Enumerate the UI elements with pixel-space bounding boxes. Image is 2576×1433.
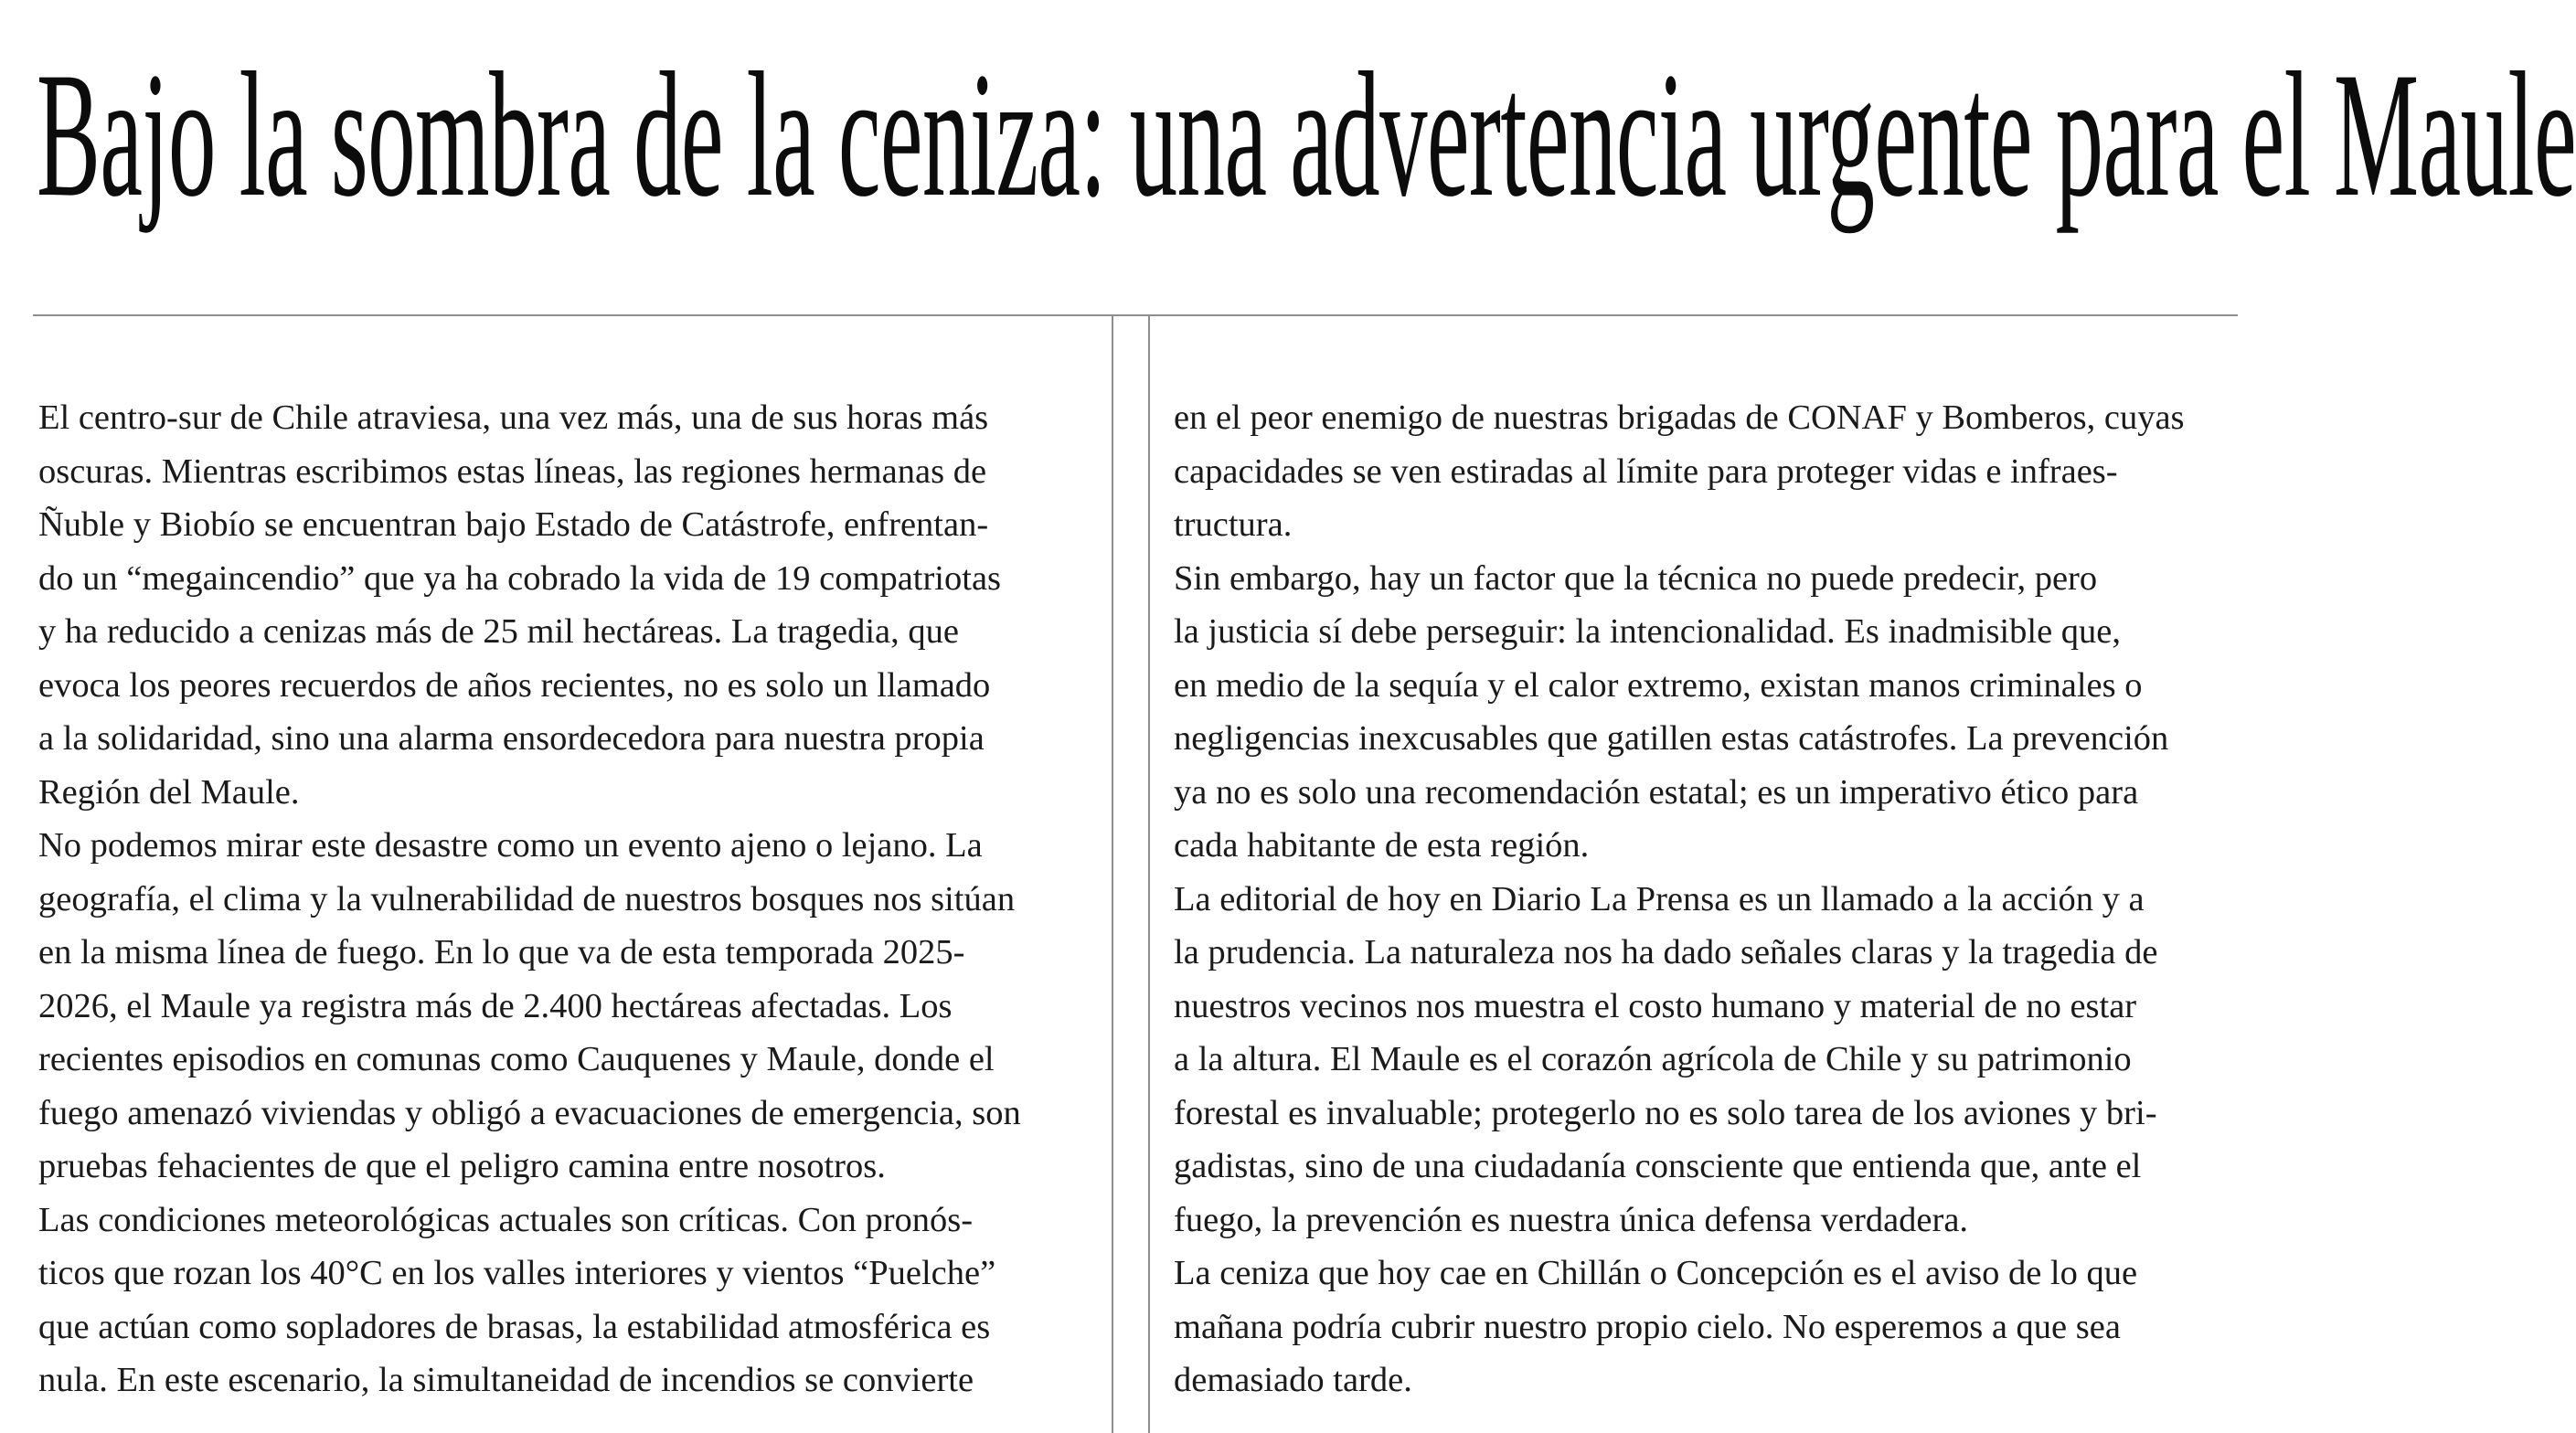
left-column bbox=[38, 391, 1099, 1407]
left-column-line: pruebas fehacientes de que el peligro camina entre nosotros. bbox=[38, 1147, 886, 1185]
right-column-line: la prudencia. La naturaleza nos ha dado señales claras y la tragedia de bbox=[1174, 933, 2158, 971]
left-column-line: Las condiciones meteorológicas actuales son críticas. Con pronós- bbox=[38, 1200, 974, 1239]
right-column-line: tructura. bbox=[1174, 505, 1293, 544]
right-column-line: Sin embargo, hay un factor que la técnica no puede predecir, pero bbox=[1174, 558, 2098, 598]
left-column-line: No podemos mirar este desastre como un evento ajeno o lejano. La bbox=[38, 826, 983, 865]
left-column-line: El centro-sur de Chile atraviesa, una vez más, una de sus horas más bbox=[38, 398, 989, 437]
right-column-line: cada habitante de esta región. bbox=[1174, 826, 1590, 865]
column-divider-left bbox=[1112, 315, 1113, 1433]
right-column-line: La editorial de hoy en Diario La Prensa es un llamado a la acción y a bbox=[1174, 879, 2145, 918]
right-column-line: demasiado tarde. bbox=[1174, 1361, 1412, 1399]
right-column-line: fuego, la prevención es nuestra única defensa verdadera. bbox=[1174, 1200, 1969, 1239]
left-column-line: Ñuble y Biobío se encuentran bajo Estado de Catástrofe, enfrentan- bbox=[38, 505, 989, 544]
left-column-line: geografía, el clima y la vulnerabilidad de nuestros bosques nos sitúan bbox=[38, 879, 1016, 918]
left-column-line: a la solidaridad, sino una alarma ensordecedora para nuestra propia bbox=[38, 719, 985, 758]
left-column-line: fuego amenazó viviendas y obligó a evacuaciones de emergencia, son bbox=[38, 1093, 1021, 1132]
left-column-line: 2026, el Maule ya registra más de 2.400 hectáreas afectadas. Los bbox=[38, 986, 953, 1025]
headline: Bajo la sombra de la ceniza: una advertencia urgente para el Maule bbox=[37, 36, 2576, 234]
column-divider-right bbox=[1148, 315, 1150, 1433]
right-column-line: ya no es solo una recomendación estatal; es un imperativo ético para bbox=[1174, 772, 2139, 812]
right-column-line: forestal es invaluable; protegerlo no es solo tarea de los aviones y bri- bbox=[1174, 1093, 2157, 1132]
left-column-line: nula. En este escenario, la simultaneidad de incendios se convierte bbox=[38, 1361, 974, 1399]
right-column-line: gadistas, sino de una ciudadanía consciente que entienda que, ante el bbox=[1174, 1147, 2142, 1185]
left-column-line: Región del Maule. bbox=[38, 772, 300, 812]
right-column-line: negligencias inexcusables que gatillen estas catástrofes. La prevención bbox=[1174, 719, 2169, 758]
right-column-line: en medio de la sequía y el calor extremo, existan manos criminales o bbox=[1174, 665, 2143, 705]
left-column-line: ticos que rozan los 40°C en los valles interiores y vientos “Puelche” bbox=[38, 1254, 996, 1292]
right-column bbox=[1174, 391, 2271, 1407]
header-divider bbox=[33, 314, 2238, 316]
right-column-line: La ceniza que hoy cae en Chillán o Concepción es el aviso de lo que bbox=[1174, 1254, 2138, 1292]
left-column-line: oscuras. Mientras escribimos estas líneas, las regiones hermanas de bbox=[38, 451, 987, 491]
right-column-line: mañana podría cubrir nuestro propio cielo. No esperemos a que sea bbox=[1174, 1307, 2121, 1346]
right-column-line: la justicia sí debe perseguir: la intencionalidad. Es inadmisible que, bbox=[1174, 612, 2122, 651]
left-column-line: evoca los peores recuerdos de años recientes, no es solo un llamado bbox=[38, 665, 991, 705]
left-column-line: que actúan como sopladores de brasas, la estabilidad atmosférica es bbox=[38, 1307, 991, 1346]
right-column-line: capacidades se ven estiradas al límite para proteger vidas e infraes- bbox=[1174, 451, 2118, 491]
left-column-line: do un “megaincendio” que ya ha cobrado la vida de 19 compatriotas bbox=[38, 558, 1002, 598]
right-column-line: nuestros vecinos nos muestra el costo humano y material de no estar bbox=[1174, 986, 2137, 1025]
left-column-line: en la misma línea de fuego. En lo que va de esta temporada 2025- bbox=[38, 933, 965, 971]
left-column-line: recientes episodios en comunas como Cauquenes y Maule, donde el bbox=[38, 1040, 995, 1078]
left-column-line: y ha reducido a cenizas más de 25 mil hectáreas. La tragedia, que bbox=[38, 612, 959, 651]
right-column-line: a la altura. El Maule es el corazón agrícola de Chile y su patrimonio bbox=[1174, 1040, 2132, 1078]
right-column-line: en el peor enemigo de nuestras brigadas de CONAF y Bomberos, cuyas bbox=[1174, 398, 2185, 437]
